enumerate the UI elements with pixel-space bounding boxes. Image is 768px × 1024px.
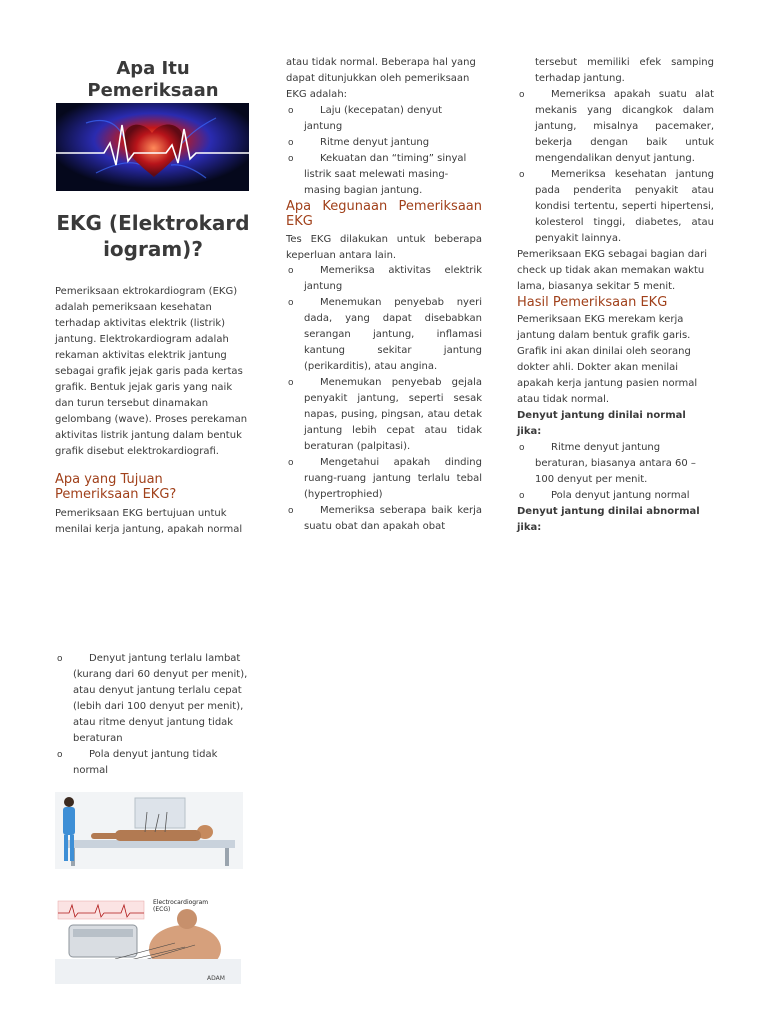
abnormal-list [55,651,253,779]
hasil-paragraph: Pemeriksaan EKG merekam kerja jantung dalam bentuk grafik garis. Grafik ini akan dinilai oleh seorang dokter ahli. Dokter akan menilai apakah kerja jantung pasien normal atau tidak normal. [517,314,698,405]
list-item: o Ritme denyut jantung beraturan, biasanya antara 60 – 100 denyut per menit. [519,442,696,485]
list-item: o Denyut jantung terlalu lambat (kurang dari 60 denyut per menit), atau denyut jantung terlalu cepat (lebih dari 100 denyut per menit), atau ritme denyut jantung tidak beraturan [57,653,248,744]
checkup-paragraph: Pemeriksaan EKG sebagai bagian dari check up tidak akan memakan waktu lama, biasanya sekitar 5 menit. [517,249,708,292]
adam-logo: ADAM [207,975,225,982]
tujuan-paragraph: Pemeriksaan EKG bertujuan untuk menilai kerja jantung, apakah normal [55,508,243,535]
col3-continuation: tersebut memiliki efek samping terhadap jantung. [535,57,714,84]
col3-list [517,87,714,247]
abnormal-heading: Denyut jantung dinilai abnormal jika: [517,506,700,533]
list-item: o Pola denyut jantung tidak normal [57,749,218,776]
kegunaan-heading: Apa Kegunaan Pemeriksaan EKG [286,199,482,229]
list-item: o Kekuatan dan “timing” sinyal listrik saat melewati masing-masing bagian jantung. [288,153,467,196]
bullet-circle-icon: o [288,506,294,516]
col2-intro: atau tidak normal. Beberapa hal yang dapat ditunjukkan oleh pemeriksaan EKG adalah: [286,57,476,100]
list-item: o Menemukan penyebab gejala penyakit jantung, seperti sesak napas, pusing, pingsan, atau detak jantung lebih cepat atau tidak beraturan (palpitasi). [288,377,482,452]
list-item: o Memeriksa kesehatan jantung pada penderita penyakit atau kondisi tertentu, seperti hipertensi, kolesterol tinggi, diabetes, atau penyakit lainnya. [519,169,714,244]
list-item: o Memeriksa apakah suatu alat mekanis yang dicangkok dalam jantung, misalnya pacemaker, bekerja dengan baik untuk mengendalikan denyut jantung. [519,89,714,164]
ecg-adam-image [55,897,241,984]
title-line-1: Apa Itu [116,58,190,79]
list-item: o Menemukan penyebab nyeri dada, yang dapat disebabkan serangan jantung, inflamasi kantung sekitar jantung (perikarditis), atau angina. [288,297,482,372]
heart-ekg-image [56,103,249,191]
tujuan-heading: Apa yang Tujuan Pemeriksaan EKG? [55,472,177,502]
bullet-circle-icon: o [57,750,63,760]
bullet-circle-icon: o [519,170,525,180]
bullet-circle-icon: o [288,106,294,116]
bullet-circle-icon: o [519,90,525,100]
kegunaan-intro: Tes EKG dilakukan untuk beberapa keperluan antara lain. [286,234,482,261]
ekg-title: EKG (Elektrokardiogram)? [56,211,250,261]
bullet-circle-icon: o [288,154,294,164]
normal-list [517,440,714,504]
bullet-circle-icon: o [288,298,294,308]
list-item: o Ritme denyut jantung [286,135,482,151]
bullet-circle-icon: o [288,138,294,148]
list-item: o Mengetahui apakah dinding ruang-ruang jantung terlalu tebal (hypertrophied) [288,457,482,500]
ecg-image-label: Electrocardiogram (ECG) [153,899,209,913]
bullet-circle-icon: o [519,443,525,453]
bullet-circle-icon: o [288,378,294,388]
nurse-patient-ekg-image [55,792,243,869]
intro-paragraph: Pemeriksaan ektrokardiogram (EKG) adalah pemeriksaan kesehatan terhadap aktivitas elektrik (listrik) jantung. Elektrokardiogram adalah rekaman aktivitas elektrik jantung sebagai grafik jejak garis pada kertas grafik. Bentuk jejak garis yang naik dan turun tersebut dinamakan gelombang (wave). Proses perekaman aktivitas listrik jantung dalam bentuk grafik disebut elektrokardiografi. [55,286,248,457]
bullet-circle-icon: o [288,458,294,468]
col2-list [286,103,482,199]
list-item: o Laju (kecepatan) denyut jantung [288,105,443,132]
bullet-circle-icon: o [288,266,294,276]
bullet-circle-icon: o [57,654,63,664]
title-line-2: Pemeriksaan [87,80,219,101]
bullet-circle-icon: o [519,491,525,501]
list-item: o Pola denyut jantung normal [517,488,714,504]
normal-heading: Denyut jantung dinilai normal jika: [517,410,686,437]
kegunaan-list [286,263,482,535]
list-item: o Memeriksa aktivitas elektrik jantung [288,265,482,292]
list-item: o Memeriksa seberapa baik kerja suatu obat dan apakah obat [288,505,482,532]
hasil-heading: Hasil Pemeriksaan EKG [517,295,668,310]
